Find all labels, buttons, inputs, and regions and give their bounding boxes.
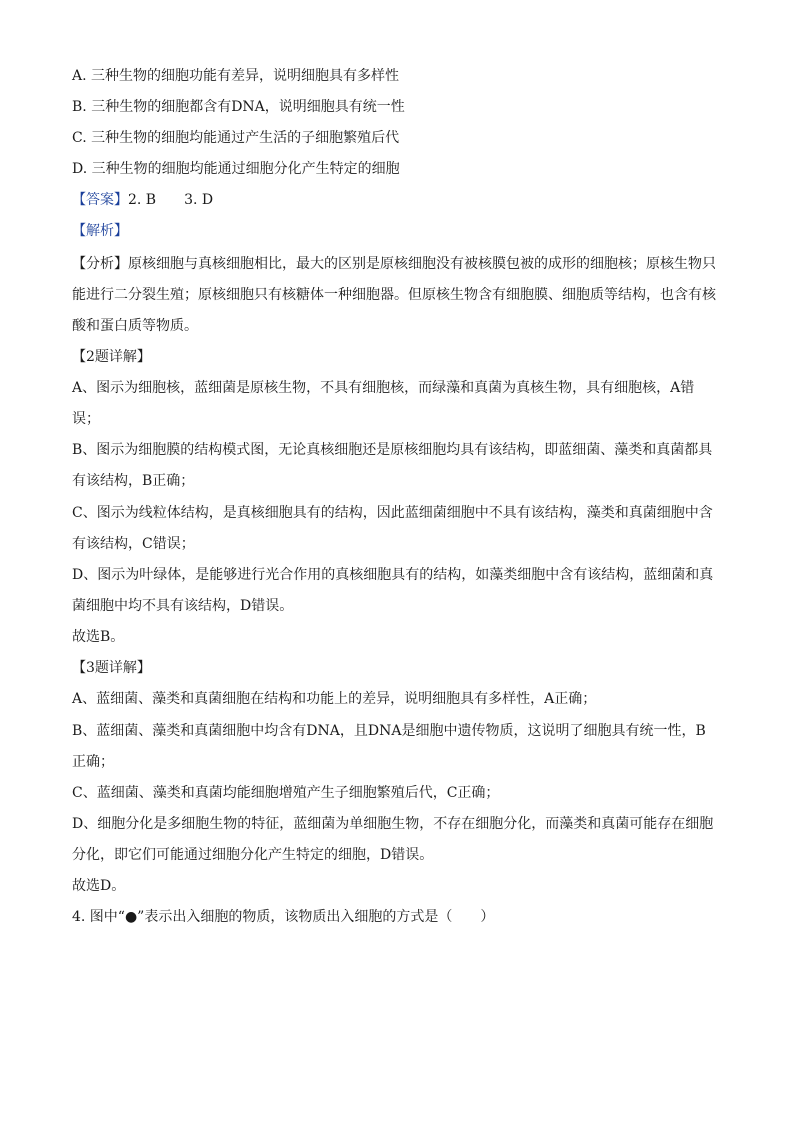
fenxi-line-1 — [72, 254, 716, 274]
option-a: A. 三种生物的细胞功能有差异，说明细胞具有多样性 — [72, 68, 400, 84]
q3-line-2: B、蓝细菌、藻类和真菌细胞中均含有DNA，且DNA是细胞中遗传物质，这说明了细胞具有统一性，B — [72, 723, 706, 739]
fenxi-line-3: 酸和蛋白质等物质。 — [72, 318, 198, 334]
q3-line-6: 分化，即它们可能通过细胞分化产生特定的细胞，D错误。 — [72, 847, 434, 863]
q2-line-8: 菌细胞中均不具有该结构，D错误。 — [72, 598, 294, 614]
option-b: B. 三种生物的细胞都含有DNA，说明细胞具有统一性 — [72, 99, 405, 115]
q2-heading: 【2题详解】 — [72, 349, 151, 365]
q3-heading: 【3题详解】 — [72, 660, 151, 676]
q3-line-4: C、蓝细菌、藻类和真菌均能细胞增殖产生子细胞繁殖后代，C正确； — [72, 785, 500, 801]
q2-line-6: 有该结构，C错误； — [72, 536, 195, 552]
option-c: C. 三种生物的细胞均能通过产生活的子细胞繁殖后代 — [72, 130, 400, 146]
answer-line — [72, 190, 213, 210]
fenxi-line-2: 能进行二分裂生殖；原核细胞只有核糖体一种细胞器。但原核生物含有细胞膜、细胞质等结构，也含有核 — [72, 287, 716, 303]
q2-line-5: C、图示为线粒体结构，是真核细胞具有的结构，因此蓝细菌细胞中不具有该结构，藻类和真菌细胞中含 — [72, 505, 713, 521]
option-d: D. 三种生物的细胞均能通过细胞分化产生特定的细胞 — [72, 161, 400, 177]
answer-label: 【答案】 — [72, 192, 128, 208]
q3-line-3: 正确； — [72, 754, 114, 770]
q2-line-9: 故选B。 — [72, 629, 125, 645]
q2-line-1: A、图示为细胞核，蓝细菌是原核生物，不具有细胞核，而绿藻和真菌为真核生物，具有细胞核，A错 — [72, 380, 695, 396]
fenxi-label: 【分析】 — [72, 256, 128, 272]
q2-line-7: D、图示为叶绿体，是能够进行光合作用的真核细胞具有的结构，如藻类细胞中含有该结构，蓝细菌和真 — [72, 567, 714, 583]
analysis-label: 【解析】 — [72, 223, 128, 239]
q3-line-5: D、细胞分化是多细胞生物的特征，蓝细菌为单细胞生物，不存在细胞分化，而藻类和真菌可能存在细胞 — [72, 816, 714, 832]
answer-text: 2. B 3. D — [128, 192, 214, 208]
q2-line-2: 误； — [72, 411, 100, 427]
question-4: 4. 图中“●”表示出入细胞的物质，该物质出入细胞的方式是（ ） — [72, 909, 495, 925]
q3-line-1: A、蓝细菌、藻类和真菌细胞在结构和功能上的差异，说明细胞具有多样性，A正确； — [72, 691, 597, 707]
q2-line-4: 有该结构，B正确； — [72, 473, 195, 489]
q3-line-7: 故选D。 — [72, 878, 126, 894]
q2-line-3: B、图示为细胞膜的结构模式图，无论真核细胞还是原核细胞均具有该结构，即蓝细菌、藻类和真菌都具 — [72, 442, 713, 458]
fenxi-text-1: 原核细胞与真核细胞相比，最大的区别是原核细胞没有被核膜包被的成形的细胞核；原核生物只 — [128, 256, 716, 272]
